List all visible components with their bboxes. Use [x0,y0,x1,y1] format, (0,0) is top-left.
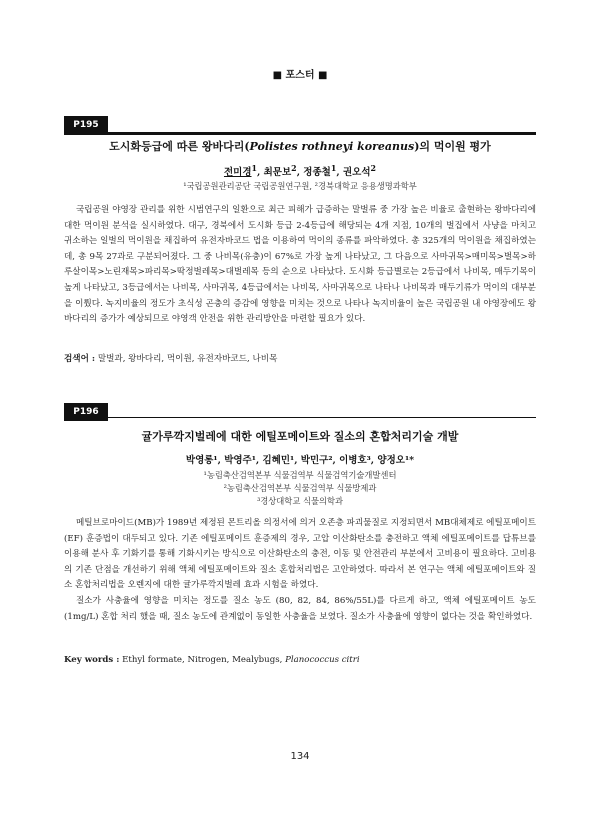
keywords-label: Key words : [64,655,120,665]
page-number: 134 [290,751,310,762]
author-list: 박영롱¹, 박영주¹, 김혜민¹, 박민구², 이병호³, 양정오¹* [185,455,415,466]
title-species: Polistes rothneyi koreanus [249,140,415,153]
affiliation-line: ¹농림축산검역본부 식물검역부 식물검역기술개발센터 [203,470,397,480]
section-divider [64,417,536,418]
abstract-title: 귤가루깍지벌레에 대한 에틸포메이트와 질소의 혼합처리기술 개발 [141,430,459,443]
keywords-species: Planococcus citri [285,655,360,665]
abstract-paragraph: 질소가 사충율에 영향을 미치는 정도를 질소 농도 (80, 82, 84, 86%/55L)를 다르게 하고, 액체 에틸포메이트 농도(1mg/L) 혼합 처리 했을 때, 질소 농도에 관계없이 동일한 사충율을 보였다. 질소가 사충율에 영향이 없다는 것을 확인하였다. [64,595,536,622]
affiliation-line: ²농림축산검역본부 식물검역부 식물방제과 [223,483,377,493]
keywords [64,352,536,364]
abstract-paragraph: 국립공원 야영장 관리를 위한 시범연구의 일환으로 최근 피해가 급증하는 말벌류 중 가장 높은 비율로 출현하는 왕바다리에 대한 먹이원 분석을 실시하였다. 대구, 경북에서 도시화 등급 2-4등급에 해당되는 4개 지점, 10개의 벌집에서 사냥을 마치고 귀소하는 일벌의 먹이원을 채집하여 유전자바코드 법을 이용하여 먹이의 종류를 파악하였다. 총 325개의 먹이원을 채집하였는데, 총 9목 27과로 구분되어졌다. 그 중 나비목(유충)이 67%로 가장 높게 나타났고, 그 다음으로 사마귀목>매미목>벌목>하루살이목>노린재목>파리목>딱정벌레목>대벌레목 등의 순으로 나타났다. 도시화 등급별로는 2등급에서 나비목, 매두기목이 높게 나타났고, 3등급에서는 나비목, 사마귀목, 4등급에서는 나비목, 사마귀목으로 나타나 나비목과 매두기류가 먹이의 대부분을 이뤘다. 녹지비율의 정도가 초식성 곤충의 증감에 영향을 미치는 것으로 나타나 녹지비율이 높은 국립공원 내 야영장에도 왕바다리의 증가가 예상되므로 야영객 안전을 위한 관리방안을 마련할 필요가 있다. [64,205,536,325]
title-text-end: )의 먹이원 평가 [414,140,491,153]
author-affil-mark: 1 [251,164,258,173]
abstract-paragraph: 메틸브로마이드(MB)가 1989년 제정된 몬트리올 의정서에 의거 오존층 파괴물질로 지정되면서 MB대체제로 에틸포메이트(EF) 훈증법이 대두되고 있다. 기존 에틸포메이트 훈증제의 경우, 고압 이산화탄소를 충전하고 액체 에틸포메이트를 답튜브를 이용해 분사 후 기화기를 통해 기화시키는 방식으로 이산화탄소의 충전, 이동 및 안전관리 부분에서 고비용이 필요하다. 고비용의 기존 단점을 개선하기 위해 액체 에틸포메이트와 질소 혼합처리법은 고안하였다. 따라서 본 연구는 액체 에틸포메이트와 질소 혼합처리법을 오렌지에 대한 귤가루깍지벌레 효과 시험을 하였다. [64,518,536,591]
title-text: 도시화등급에 따른 왕바다리( [109,140,250,153]
author-name: , 최문보 [257,167,292,179]
keywords-label: 검색어 : [64,354,96,364]
author-affil-mark: 2 [370,164,377,173]
author-affil-mark: 2 [291,164,297,173]
author-name: 전미경 [223,167,252,179]
section-header: ■ 포스터 ■ [272,70,328,81]
abstract-body [64,516,536,625]
author-name: , 권오석 [336,167,371,179]
keywords [64,655,536,665]
author-affil-mark: 1 [330,164,337,173]
abstract-tag: P196 [64,403,108,421]
section-divider [64,132,536,135]
author-name: , 정종철 [296,167,331,179]
author-list [64,164,536,178]
affiliation-line: ³경상대학교 식물의학과 [256,496,344,506]
affiliation: ¹국립공원관리공단 국립공원연구원, ²경북대학교 응용생명과학부 [183,181,417,191]
abstract-tag: P195 [64,116,108,134]
affiliation [64,469,536,508]
keywords-text: Ethyl formate, Nitrogen, Mealybugs, [122,655,286,665]
keywords-text: 말벌과, 왕바다리, 먹이원, 유전자바코드, 나비목 [97,354,278,364]
abstract-body [64,203,536,328]
abstract-title [64,138,536,154]
